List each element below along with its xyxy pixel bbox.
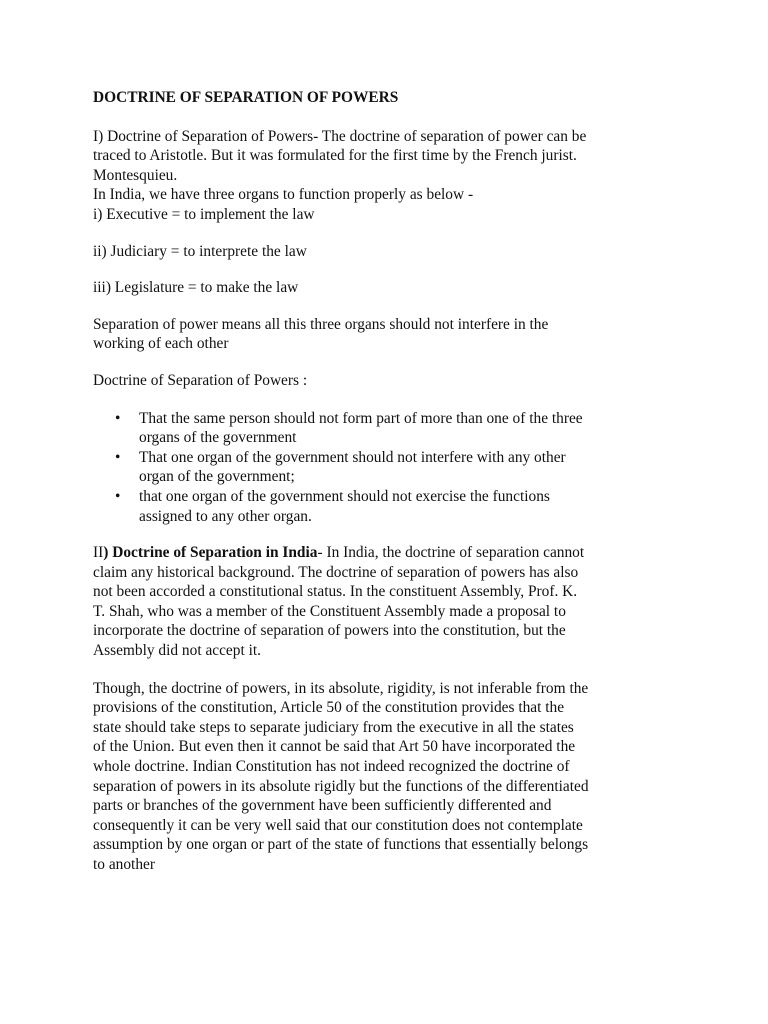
separation-paragraph bbox=[93, 315, 683, 354]
text-line: to another bbox=[93, 856, 155, 873]
text-line bbox=[93, 543, 683, 563]
text-line: In India, we have three organs to function properly as below - bbox=[93, 186, 474, 204]
text-line: that one organ of the government should not exercise the functions bbox=[139, 487, 550, 505]
india-paragraph bbox=[93, 543, 683, 661]
text-line: state should take steps to separate judiciary from the executive in all the states bbox=[93, 718, 574, 736]
text-line: not been accorded a constitutional status. In the constituent Assembly, Prof. K. bbox=[93, 583, 578, 601]
text-line: consequently it can be very well said that our constitution does not contemplate bbox=[93, 816, 583, 834]
bullet-icon: • bbox=[115, 448, 121, 466]
text-line: Separation of power means all this three organs should not interfere in the bbox=[93, 315, 549, 333]
bullet-icon: • bbox=[115, 487, 121, 505]
section-heading: ) Doctrine of Separation in India bbox=[103, 544, 318, 562]
text-line: I) Doctrine of Separation of Powers- The doctrine of separation of power can be bbox=[93, 127, 587, 145]
text-line: assigned to any other organ. bbox=[139, 507, 312, 525]
text-line: of the Union. But even then it cannot be said that Art 50 have incorporated the bbox=[93, 738, 576, 756]
spacer bbox=[93, 526, 683, 543]
text-line: Assembly did not accept it. bbox=[93, 642, 261, 660]
text-line: That the same person should not form part of more than one of the three bbox=[139, 409, 583, 427]
text-line: working of each other bbox=[93, 335, 229, 353]
intro-paragraph bbox=[93, 127, 683, 225]
list-item bbox=[115, 448, 683, 487]
text-line: organs of the government bbox=[139, 429, 297, 447]
text-line: Montesquieu. bbox=[93, 166, 178, 184]
spacer bbox=[93, 261, 683, 278]
spacer bbox=[93, 661, 683, 679]
doctrine-heading: Doctrine of Separation of Powers : bbox=[93, 371, 308, 389]
text-line: traced to Aristotle. But it was formulated for the first time by the French jurist. bbox=[93, 147, 577, 165]
text-line: assumption by one organ or part of the state of functions that essentially belongs bbox=[93, 836, 589, 854]
doctrine-bullet-list bbox=[93, 409, 683, 527]
list-item bbox=[115, 487, 683, 526]
text-line: separation of powers in its absolute rigidly but the functions of the differentiated bbox=[93, 777, 589, 795]
spacer bbox=[93, 225, 683, 242]
judiciary-line: ii) Judiciary = to interprete the law bbox=[93, 242, 307, 260]
legislature-line: iii) Legislature = to make the law bbox=[93, 279, 299, 297]
text-run: - In India, the doctrine of separation cannot bbox=[317, 544, 585, 562]
document-title: DOCTRINE OF SEPARATION OF POWERS bbox=[93, 89, 399, 106]
text-line: organ of the government; bbox=[139, 468, 295, 486]
bullet-icon: • bbox=[115, 409, 121, 427]
though-paragraph bbox=[93, 679, 683, 875]
text-line: whole doctrine. Indian Constitution has not indeed recognized the doctrine of bbox=[93, 758, 570, 776]
executive-line: i) Executive = to implement the law bbox=[93, 205, 315, 223]
text-line: provisions of the constitution, Article 50 of the constitution provides that the bbox=[93, 699, 565, 717]
document-page bbox=[93, 88, 683, 875]
text-line: Though, the doctrine of powers, in its absolute, rigidity, is not inferable from the bbox=[93, 679, 589, 697]
spacer bbox=[93, 298, 683, 315]
list-item bbox=[115, 409, 683, 448]
text-line: T. Shah, who was a member of the Constituent Assembly made a proposal to bbox=[93, 602, 566, 620]
spacer bbox=[93, 391, 683, 409]
text-line: parts or branches of the government have been sufficiently differented and bbox=[93, 797, 552, 815]
text-line: That one organ of the government should not interfere with any other bbox=[139, 448, 566, 466]
text-line: incorporate the doctrine of separation of powers into the constitution, but the bbox=[93, 622, 566, 640]
spacer bbox=[93, 354, 683, 371]
section-number: II bbox=[93, 544, 104, 562]
text-line: claim any historical background. The doctrine of separation of powers has also bbox=[93, 563, 579, 581]
